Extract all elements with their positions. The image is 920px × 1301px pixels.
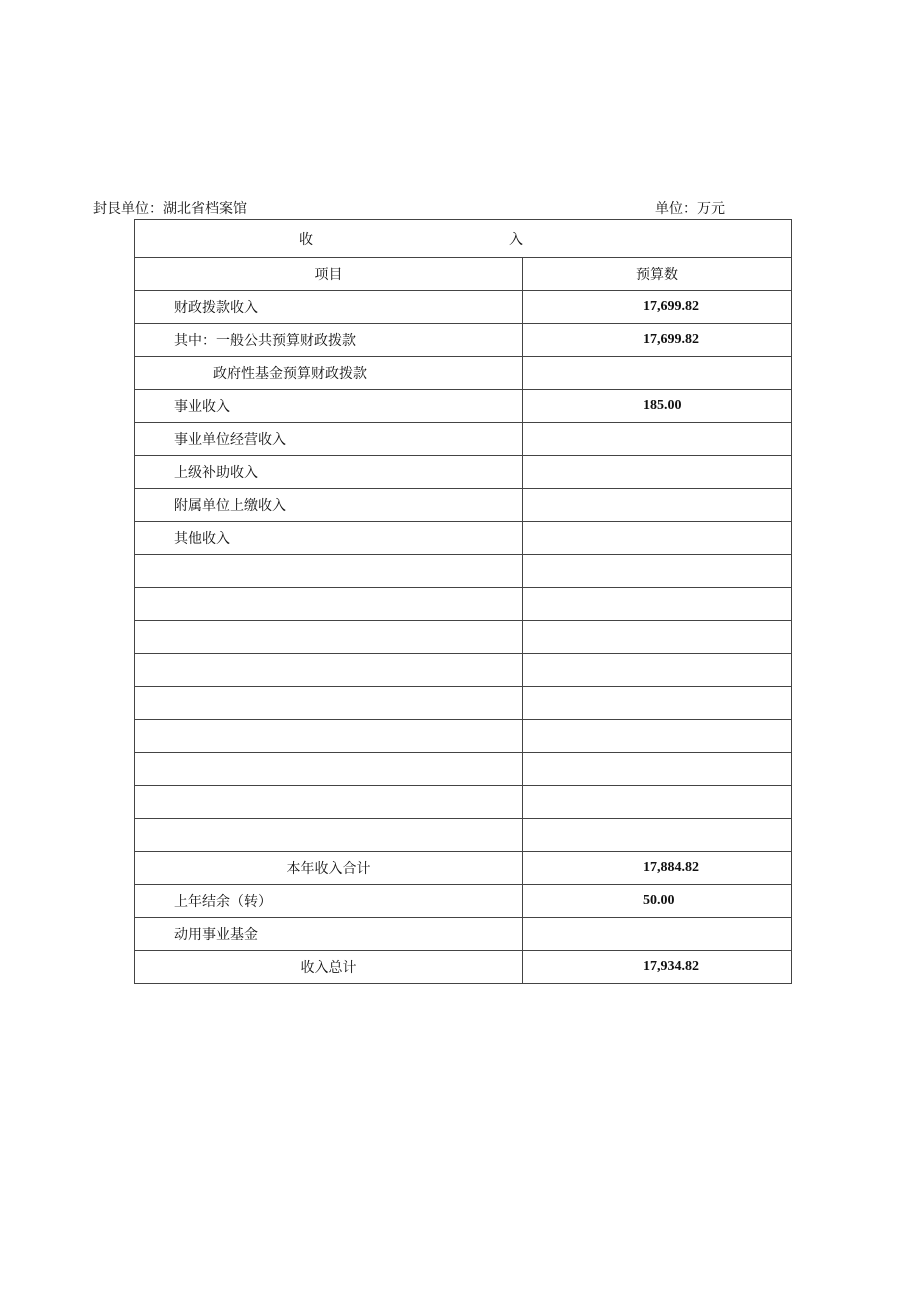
row-label: 其他收入 bbox=[135, 522, 523, 555]
row-label: 事业收入 bbox=[135, 390, 523, 423]
fund-use-row bbox=[135, 918, 792, 951]
empty-cell bbox=[135, 588, 523, 621]
row-value: 17,699.82 bbox=[523, 291, 792, 324]
empty-cell bbox=[135, 720, 523, 753]
empty-cell bbox=[523, 555, 792, 588]
empty-row bbox=[135, 687, 792, 720]
currency-unit: 单位：万元 bbox=[655, 201, 725, 217]
carryover-label: 上年结余（转） bbox=[135, 885, 523, 918]
empty-row bbox=[135, 588, 792, 621]
table-row bbox=[135, 357, 792, 390]
reporting-unit: 封艮单位：湖北省档案馆 bbox=[93, 201, 247, 217]
row-label: 财政拨款收入 bbox=[135, 291, 523, 324]
table-title bbox=[135, 220, 792, 258]
empty-cell bbox=[135, 555, 523, 588]
empty-cell bbox=[135, 753, 523, 786]
column-header-item: 项目 bbox=[135, 258, 523, 291]
row-value bbox=[523, 357, 792, 390]
year-total-label: 本年收入合计 bbox=[135, 852, 523, 885]
table-title-row bbox=[135, 220, 792, 258]
empty-row bbox=[135, 720, 792, 753]
row-value bbox=[523, 489, 792, 522]
row-value: 185.00 bbox=[523, 390, 792, 423]
row-value bbox=[523, 456, 792, 489]
row-label: 其中：一般公共预算财政拨款 bbox=[135, 324, 523, 357]
empty-row bbox=[135, 654, 792, 687]
table-title-right: 入 bbox=[509, 232, 523, 248]
year-total-value: 17,884.82 bbox=[523, 852, 792, 885]
table-row bbox=[135, 522, 792, 555]
empty-cell bbox=[523, 654, 792, 687]
empty-row bbox=[135, 753, 792, 786]
row-label: 上级补助收入 bbox=[135, 456, 523, 489]
row-value bbox=[523, 522, 792, 555]
empty-cell bbox=[523, 588, 792, 621]
row-label: 政府性基金预算财政拨款 bbox=[135, 357, 523, 390]
empty-cell bbox=[135, 786, 523, 819]
empty-cell bbox=[135, 654, 523, 687]
table-row bbox=[135, 324, 792, 357]
column-header-amount: 预算数 bbox=[523, 258, 792, 291]
year-total-row bbox=[135, 852, 792, 885]
table-row bbox=[135, 489, 792, 522]
empty-row bbox=[135, 819, 792, 852]
empty-cell bbox=[523, 753, 792, 786]
table-row bbox=[135, 423, 792, 456]
empty-cell bbox=[135, 621, 523, 654]
grand-total-label: 收入总计 bbox=[135, 951, 523, 984]
carryover-value: 50.00 bbox=[523, 885, 792, 918]
fund-use-label: 动用事业基金 bbox=[135, 918, 523, 951]
empty-row bbox=[135, 555, 792, 588]
empty-cell bbox=[523, 720, 792, 753]
fund-use-value bbox=[523, 918, 792, 951]
empty-cell bbox=[523, 621, 792, 654]
row-label: 事业单位经营收入 bbox=[135, 423, 523, 456]
table-row bbox=[135, 456, 792, 489]
table-row bbox=[135, 390, 792, 423]
carryover-row bbox=[135, 885, 792, 918]
grand-total-value: 17,934.82 bbox=[523, 951, 792, 984]
empty-cell bbox=[523, 687, 792, 720]
empty-cell bbox=[523, 786, 792, 819]
empty-cell bbox=[135, 819, 523, 852]
empty-cell bbox=[523, 819, 792, 852]
row-value bbox=[523, 423, 792, 456]
empty-row bbox=[135, 621, 792, 654]
column-header-row bbox=[135, 258, 792, 291]
table-title-left: 收 bbox=[299, 232, 313, 248]
income-budget-table bbox=[134, 219, 792, 984]
row-value: 17,699.82 bbox=[523, 324, 792, 357]
table-row bbox=[135, 291, 792, 324]
empty-cell bbox=[135, 687, 523, 720]
row-label: 附属单位上缴收入 bbox=[135, 489, 523, 522]
empty-row bbox=[135, 786, 792, 819]
grand-total-row bbox=[135, 951, 792, 984]
